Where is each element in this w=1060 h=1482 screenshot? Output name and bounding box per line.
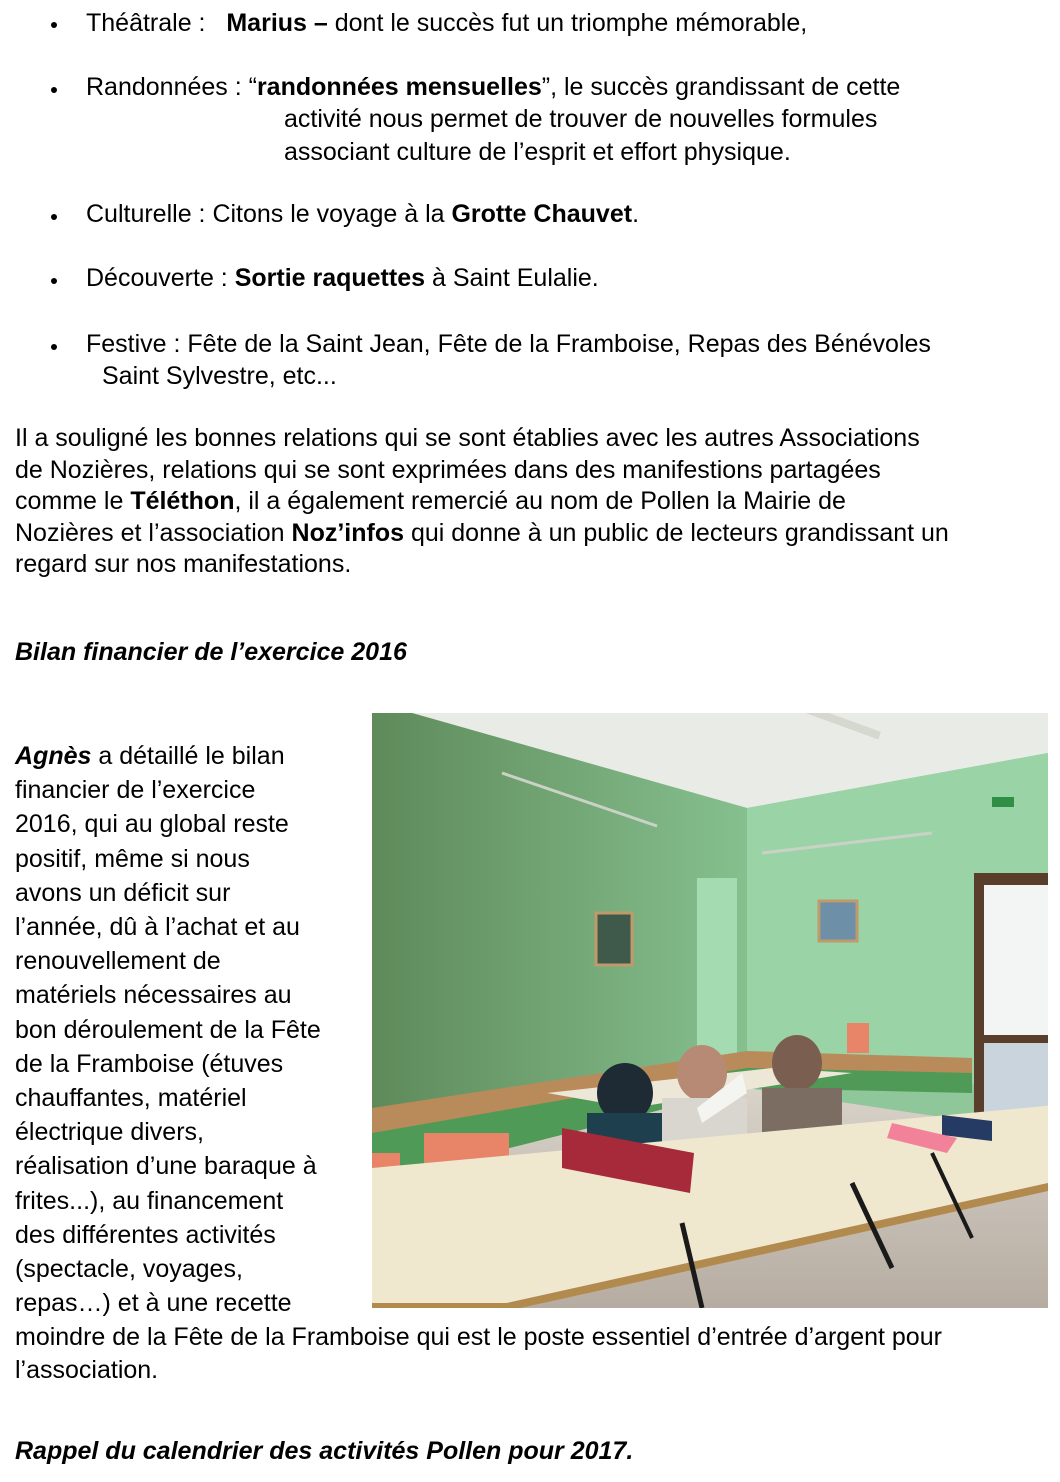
paragraph-line: [15, 739, 285, 773]
bullet-icon: [51, 214, 57, 220]
activity-highlight: randonnées mensuelles: [256, 73, 542, 101]
activity-label: Théâtrale :: [86, 9, 206, 37]
paragraph-line: l’association.: [15, 1356, 159, 1384]
text: , il a également remercié au nom de Pollen la Mairie de: [234, 487, 846, 515]
paragraph-line: positif, même si nous: [15, 844, 250, 873]
paragraph-line: des différentes activités: [15, 1220, 276, 1249]
paragraph-line: [15, 518, 949, 550]
author-name: Agnès: [15, 742, 92, 770]
telethon-highlight: Téléthon: [130, 487, 235, 515]
nozinfos-highlight: Noz’infos: [291, 519, 405, 547]
paragraph-line: frites...), au financement: [15, 1186, 284, 1215]
activity-continuation: associant culture de l’esprit et effort physique.: [284, 138, 791, 166]
text: qui donne à un public de lecteurs grandissant un: [404, 519, 949, 547]
activity-label: Culturelle : Citons le voyage à la: [86, 200, 452, 228]
activity-text: dont le succès fut un triomphe mémorable,: [327, 9, 808, 37]
bullet-icon: [51, 87, 57, 93]
paragraph-line: électrique divers,: [15, 1118, 204, 1147]
paragraph-line: bon déroulement de la Fête: [15, 1015, 321, 1044]
bullet-icon: [51, 344, 57, 350]
paragraph-line: financier de l’exercice: [15, 776, 256, 805]
bullet-icon: [51, 278, 57, 284]
paragraph-line: matériels nécessaires au: [15, 981, 292, 1010]
activity-highlight: Marius –: [226, 9, 328, 37]
activity-continuation: activité nous permet de trouver de nouvelles formules: [284, 105, 878, 133]
paragraph-line: moindre de la Fête de la Framboise qui est le poste essentiel d’entrée d’argent pour: [15, 1323, 942, 1351]
paragraph-line: Il a souligné les bonnes relations qui se sont établies avec les autres Associations: [15, 424, 920, 452]
paragraph-line: (spectacle, voyages,: [15, 1255, 243, 1283]
paragraph-line: de la Framboise (étuves: [15, 1049, 284, 1078]
activity-label: Festive : Fête de la Saint Jean, Fête de la Framboise, Repas des Bénévoles: [86, 330, 931, 358]
paragraph-line: [15, 486, 846, 518]
activity-continuation: Saint Sylvestre, etc...: [102, 362, 337, 390]
paragraph-line: renouvellement de: [15, 947, 221, 976]
paragraph-line: l’année, dû à l’achat et au: [15, 913, 300, 941]
meeting-photo: [372, 713, 1048, 1308]
paragraph-line: repas…) et à une recette: [15, 1289, 292, 1318]
section-heading-bilan: Bilan financier de l’exercice 2016: [15, 638, 407, 666]
activity-label: Randonnées : “: [86, 73, 257, 101]
activity-text: .: [632, 200, 640, 228]
activity-label: Découverte :: [86, 264, 235, 292]
paragraph-line: de Nozières, relations qui se sont exprimées dans des manifestions partagées: [15, 456, 881, 484]
text: comme le: [15, 487, 131, 515]
text: a détaillé le bilan: [91, 742, 285, 770]
text: Nozières et l’association: [15, 519, 292, 547]
paragraph-line: chauffantes, matériel: [15, 1084, 247, 1112]
paragraph-line: regard sur nos manifestations.: [15, 550, 352, 578]
activity-text: à Saint Eulalie.: [425, 264, 599, 292]
bullet-icon: [51, 22, 57, 28]
paragraph-line: 2016, qui au global reste: [15, 810, 289, 839]
paragraph-line: réalisation d’une baraque à: [15, 1152, 317, 1181]
activity-text: ”, le succès grandissant de cette: [541, 73, 901, 101]
activity-highlight: Grotte Chauvet: [451, 200, 633, 228]
section-heading-calendar: Rappel du calendrier des activités Pollen pour 2017.: [15, 1437, 634, 1465]
activity-highlight: Sortie raquettes: [234, 264, 426, 292]
paragraph-line: avons un déficit sur: [15, 878, 231, 907]
